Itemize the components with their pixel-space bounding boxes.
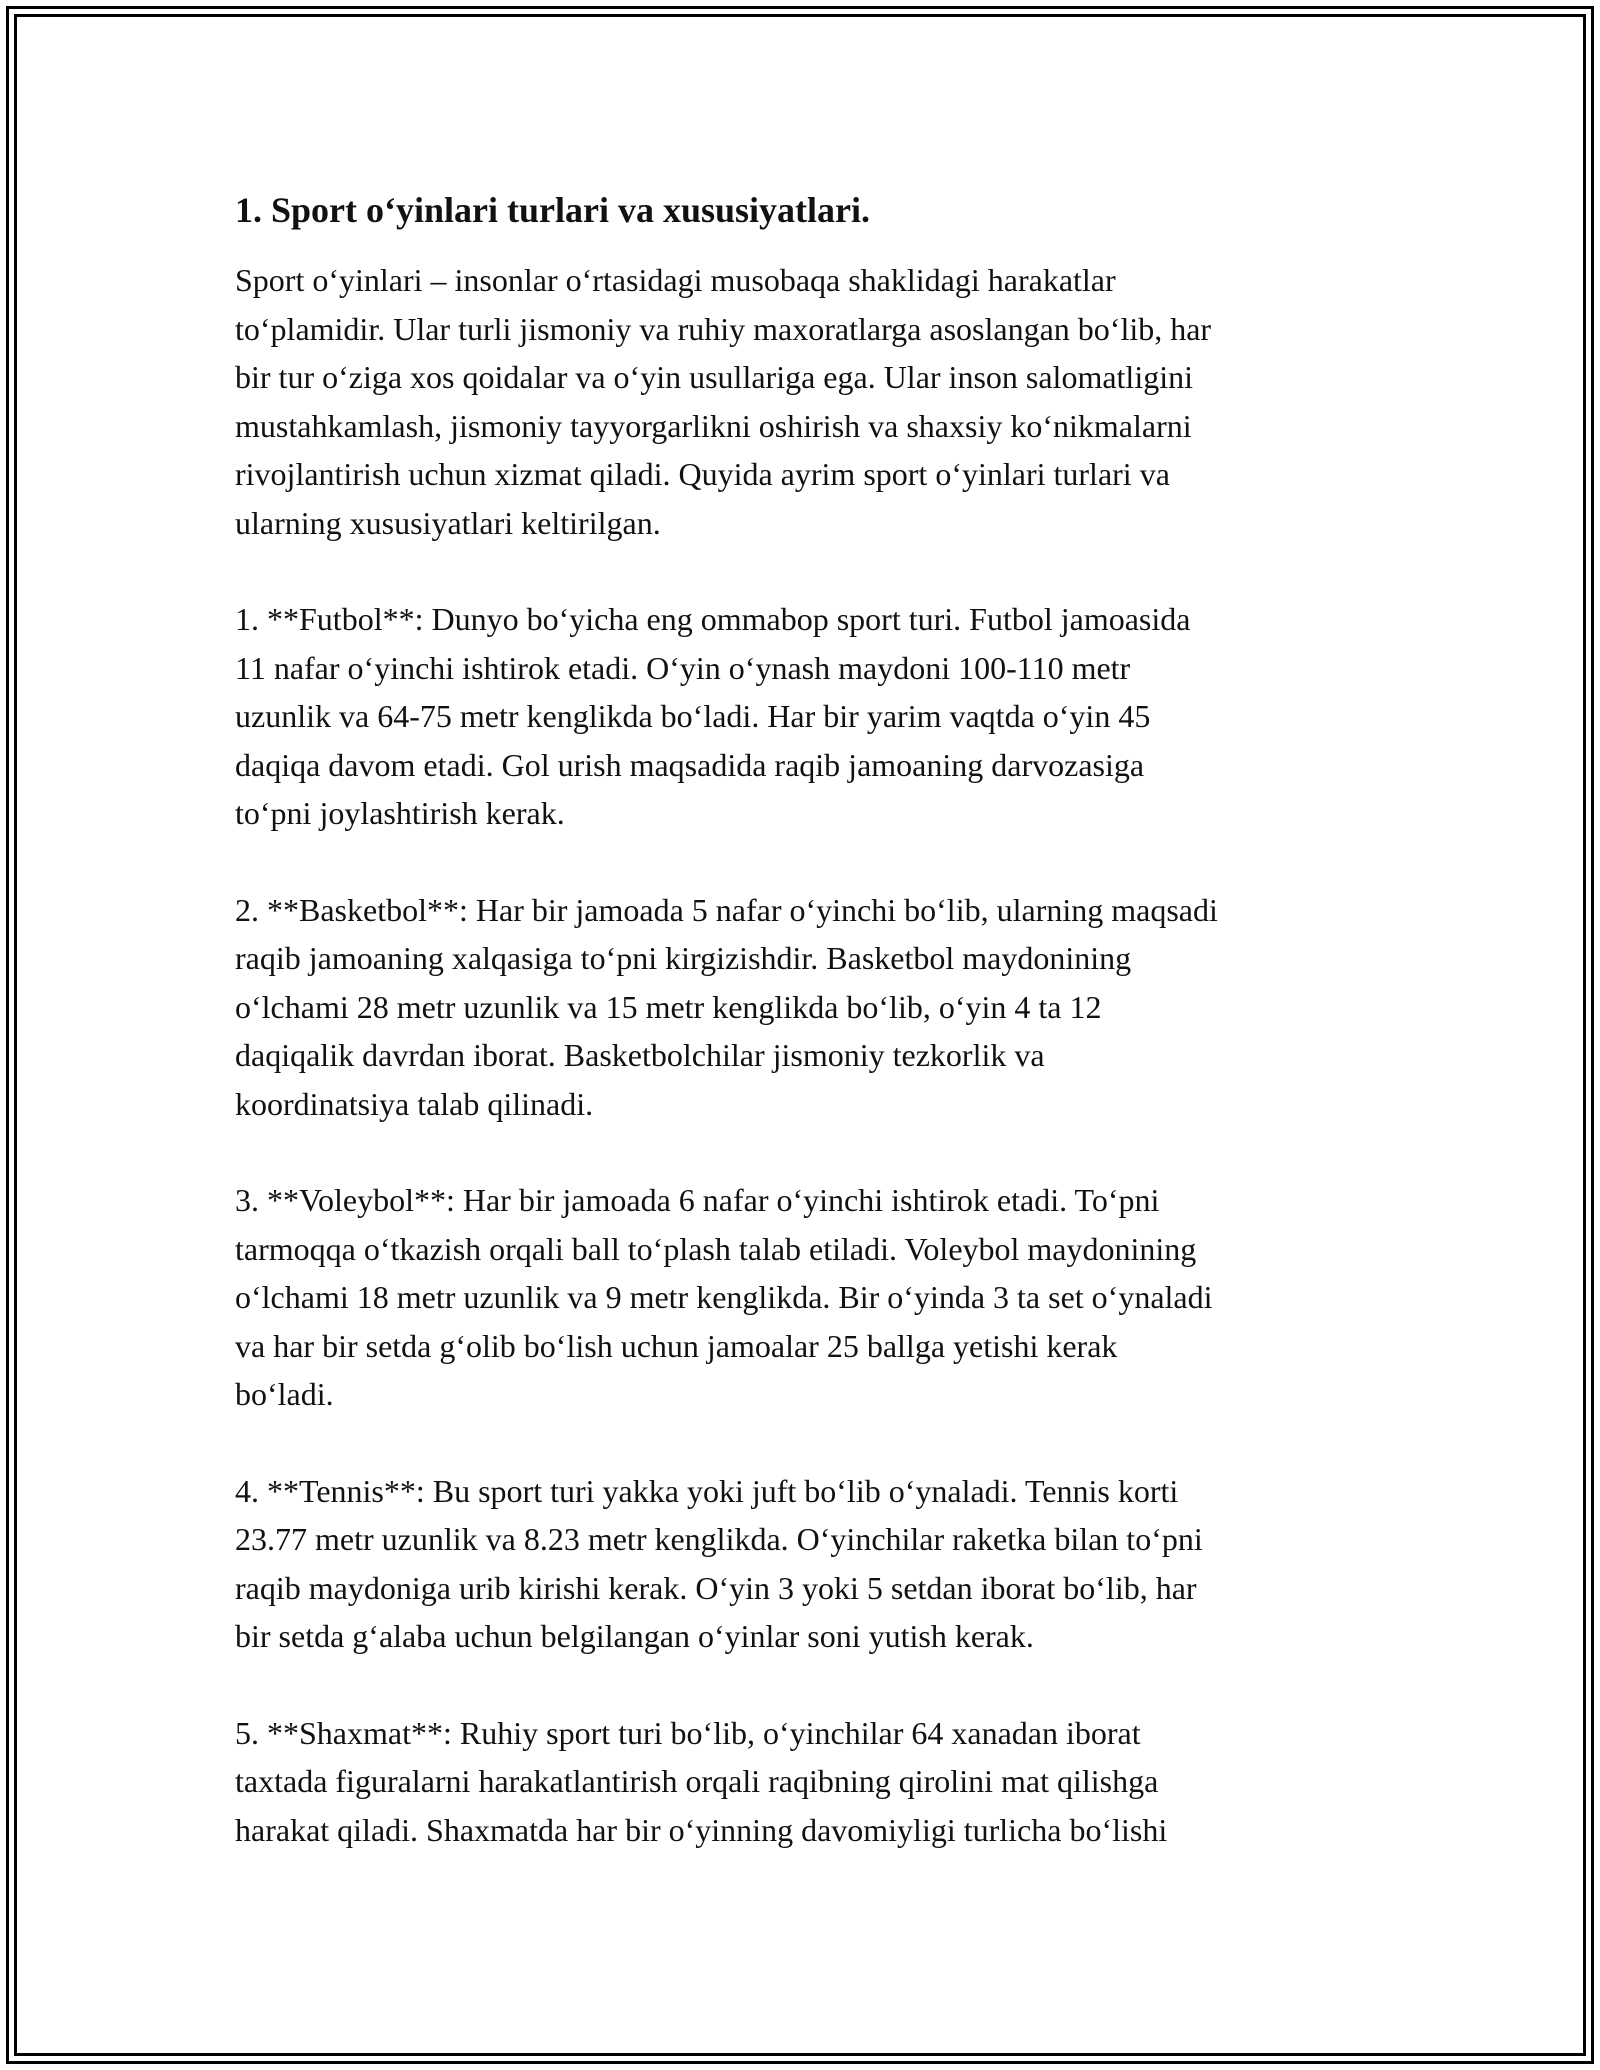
paragraph-line: raqib maydoniga urib kirishi kerak. O‘yin 3 yoki 5 setdan iborat bo‘lib, har: [235, 1569, 1197, 1606]
section-heading: 1. Sport o‘yinlari turlari va xususiyatlari.: [235, 190, 871, 230]
paragraph-line: 5. **Shaxmat**: Ruhiy sport turi bo‘lib, o‘yinchilar 64 xanadan iborat: [235, 1714, 1141, 1751]
paragraph-line: taxtada figuralarni harakatlantirish orqali raqibning qirolini mat qilishga: [235, 1763, 1159, 1799]
paragraph-line: daqiqalik davrdan iborat. Basketbolchilar jismoniy tezkorlik va: [235, 1037, 1045, 1073]
paragraph-line: bir setda g‘alaba uchun belgilangan o‘yinlar soni yutish kerak.: [235, 1618, 1034, 1654]
paragraph-line: va har bir setda g‘olib bo‘lish uchun jamoalar 25 ballga yetishi kerak: [235, 1327, 1118, 1364]
paragraph-line: o‘lchami 28 metr uzunlik va 15 metr kenglikda bo‘lib, o‘yin 4 ta 12: [235, 988, 1102, 1025]
paragraph-line: bo‘ladi.: [235, 1376, 334, 1412]
paragraph-line: 4. **Tennis**: Bu sport turi yakka yoki juft bo‘lib o‘ynaladi. Tennis korti: [235, 1472, 1179, 1509]
paragraph-line: Sport o‘yinlari – insonlar o‘rtasidagi musobaqa shaklidagi harakatlar: [235, 262, 1116, 298]
paragraph-line: 23.77 metr uzunlik va 8.23 metr kenglikda. O‘yinchilar raketka bilan to‘pni: [235, 1521, 1203, 1557]
paragraph-line: tarmoqqa o‘tkazish orqali ball to‘plash talab etiladi. Voleybol maydonining: [235, 1230, 1197, 1267]
tennis-paragraph: [235, 1467, 1375, 1661]
paragraph-line: 11 nafar o‘yinchi ishtirok etadi. O‘yin o‘ynash maydoni 100-110 metr: [235, 649, 1131, 686]
paragraph-line: rivojlantirish uchun xizmat qiladi. Quyida ayrim sport o‘yinlari turlari va: [235, 456, 1170, 492]
paragraph-line: bir tur o‘ziga xos qoidalar va o‘yin usullariga ega. Ular inson salomatligini: [235, 359, 1193, 395]
paragraph-line: mustahkamlash, jismoniy tayyorgarlikni oshirish va shaxsiy ko‘nikmalarni: [235, 407, 1192, 444]
paragraph-line: 2. **Basketbol**: Har bir jamoada 5 nafar o‘yinchi bo‘lib, ularning maqsadi: [235, 891, 1218, 928]
paragraph-line: to‘pni joylashtirish kerak.: [235, 795, 565, 831]
paragraph-line: harakat qiladi. Shaxmatda har bir o‘yinning davomiyligi turlicha bo‘lishi: [235, 1811, 1168, 1848]
paragraph-line: 1. **Futbol**: Dunyo bo‘yicha eng ommabop sport turi. Futbol jamoasida: [235, 601, 1191, 637]
paragraph-line: 3. **Voleybol**: Har bir jamoada 6 nafar o‘yinchi ishtirok etadi. To‘pni: [235, 1182, 1160, 1218]
document-body: [235, 186, 1375, 1902]
paragraph-line: o‘lchami 18 metr uzunlik va 9 metr kenglikda. Bir o‘yinda 3 ta set o‘ynaladi: [235, 1279, 1213, 1315]
futbol-paragraph: [235, 595, 1375, 838]
paragraph-line: uzunlik va 64-75 metr kenglikda bo‘ladi. Har bir yarim vaqtda o‘yin 45: [235, 698, 1151, 734]
basketbol-paragraph: [235, 886, 1375, 1129]
intro-paragraph: [235, 256, 1375, 547]
paragraph-line: raqib jamoaning xalqasiga to‘pni kirgizishdir. Basketbol maydonining: [235, 940, 1132, 976]
paragraph-line: koordinatsiya talab qilinadi.: [235, 1085, 594, 1122]
paragraph-line: ularning xususiyatlari keltirilgan.: [235, 504, 661, 541]
paragraph-line: to‘plamidir. Ular turli jismoniy va ruhiy maxoratlarga asoslangan bo‘lib, har: [235, 310, 1212, 347]
paragraph-line: daqiqa davom etadi. Gol urish maqsadida raqib jamoaning darvozasiga: [235, 746, 1145, 783]
shaxmat-paragraph: [235, 1709, 1375, 1855]
voleybol-paragraph: [235, 1176, 1375, 1419]
